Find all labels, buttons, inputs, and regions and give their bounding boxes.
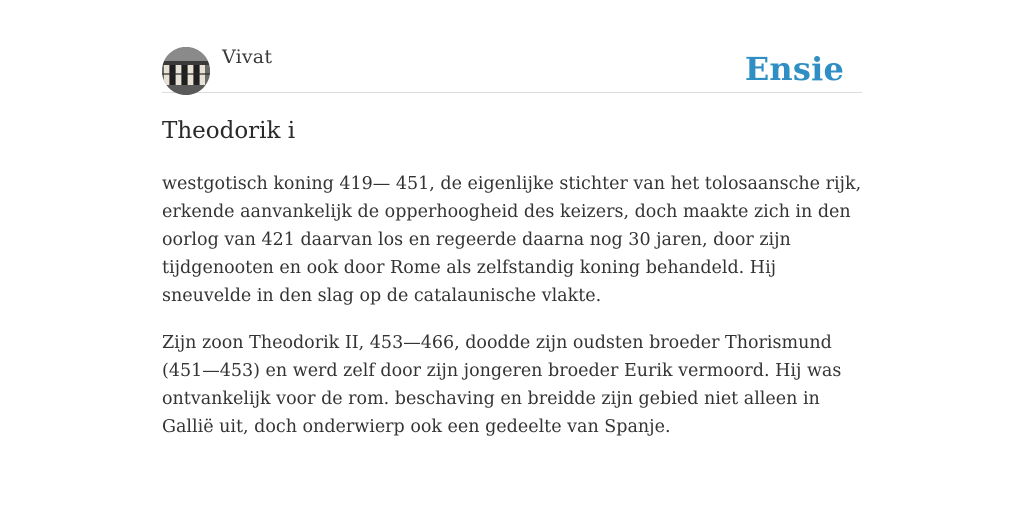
article-paragraph: westgotisch koning 419— 451, de eigenlijke stichter van het tolosaansche rijk, erkende aanvankelijk de opperhoogheid des keizers, doch maakte zich in den oorlog van 421 daarvan los en regeerde daarna nog 30 jaren, door zijn tijdgenooten en ook door Rome als zelfstandig koning behandeld. Hij sneuvelde in den slag op de catalaunische vlakte.	[162, 174, 862, 306]
avatar[interactable]	[162, 47, 210, 95]
page-title: Theodorik i	[162, 118, 296, 144]
brand-logo[interactable]: Ensie	[744, 50, 844, 88]
typewriter-keys-icon	[162, 47, 210, 95]
article-card	[162, 44, 862, 441]
article-paragraph: Zijn zoon Theodorik II, 453—466, doodde zijn oudsten broeder Thorismund (451—453) en werd zelf door zijn jongeren broeder Eurik vermoord. Hij was ontvankelijk voor de rom. beschaving en breidde zijn gebied niet alleen in Gallië uit, doch onderwierp ook een gedeelte van Spanje.	[162, 333, 842, 437]
author-name[interactable]: Vivat	[222, 46, 273, 68]
article-header	[162, 44, 862, 93]
